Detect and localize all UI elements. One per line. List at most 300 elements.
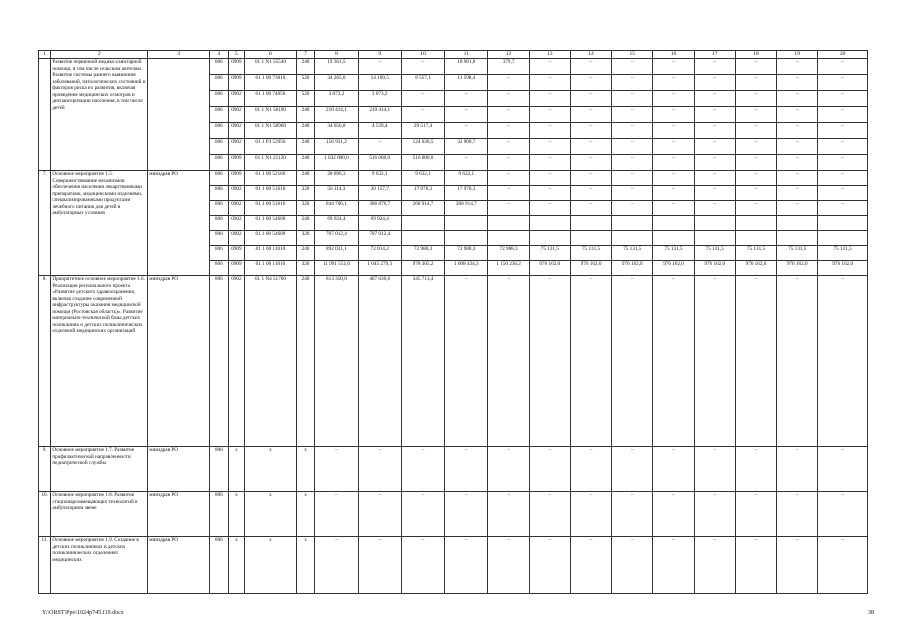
table-cell: – xyxy=(818,139,868,155)
table-cell xyxy=(818,216,868,231)
table-cell: – xyxy=(694,75,735,91)
table-cell: 707 012,4 xyxy=(315,231,358,246)
table-cell: х xyxy=(296,492,315,537)
table-cell: 01 1 00 74050 xyxy=(245,91,297,107)
table-cell: – xyxy=(653,91,694,107)
table-cell: – xyxy=(612,492,653,537)
table-cell: 0902 xyxy=(228,123,244,139)
table-cell: 976 162,0 xyxy=(777,261,818,276)
table-cell: – xyxy=(818,59,868,75)
table-cell: 210 414,1 xyxy=(315,107,358,123)
table-cell: – xyxy=(488,201,529,216)
table-cell: – xyxy=(818,123,868,139)
table-cell: – xyxy=(529,107,570,123)
measure-name: Основное мероприятие 1.8. Развитие стационарозамещающих технологий в амбулаторном звене xyxy=(51,492,148,537)
table-cell: 806 xyxy=(210,537,229,594)
table-cell: – xyxy=(570,276,611,447)
measure-name: Основное мероприятие 1.7. Развитие профилактической направленности педиатрической службы xyxy=(51,447,148,492)
table-row xyxy=(39,537,868,594)
table-cell: 01 1 00 11010 xyxy=(245,261,297,276)
table-cell: – xyxy=(570,123,611,139)
table-cell: – xyxy=(612,59,653,75)
table-cell: 72 014,2 xyxy=(358,246,401,261)
column-number: 14 xyxy=(570,51,611,59)
table-cell: 1 150 236,2 xyxy=(488,261,529,276)
table-cell: – xyxy=(694,139,735,155)
table-cell: – xyxy=(694,91,735,107)
table-cell: – xyxy=(612,447,653,492)
table-cell: 9 632,1 xyxy=(445,171,488,186)
column-number: 6 xyxy=(245,51,297,59)
table-cell: – xyxy=(570,171,611,186)
table-cell: 240 xyxy=(296,216,315,231)
table-cell: – xyxy=(818,186,868,201)
column-number: 3 xyxy=(148,51,210,59)
table-cell: – xyxy=(358,59,401,75)
table-cell: – xyxy=(612,91,653,107)
table-cell: – xyxy=(777,276,818,447)
table-cell: – xyxy=(612,171,653,186)
table-cell: 3 073,2 xyxy=(358,91,401,107)
table-cell: 0909 xyxy=(228,171,244,186)
table-cell: – xyxy=(401,107,444,123)
table-cell: х xyxy=(296,537,315,594)
table-cell: 75 131,5 xyxy=(570,246,611,261)
table-cell xyxy=(445,231,488,246)
table-cell: – xyxy=(529,447,570,492)
table-cell: 11 991 551,0 xyxy=(315,261,358,276)
table-cell: 320 xyxy=(296,186,315,201)
table-cell: – xyxy=(488,276,529,447)
table-cell: – xyxy=(315,537,358,594)
table-cell: – xyxy=(777,123,818,139)
table-cell: 806 xyxy=(210,186,229,201)
table-cell: 806 xyxy=(210,447,229,492)
table-cell: 978 305,2 xyxy=(401,261,444,276)
table-cell: – xyxy=(488,139,529,155)
column-number-row xyxy=(39,51,868,59)
table-cell: – xyxy=(777,107,818,123)
table-cell: – xyxy=(777,139,818,155)
column-number: 13 xyxy=(529,51,570,59)
table-cell: 268 914,7 xyxy=(445,201,488,216)
table-cell: 240 xyxy=(296,246,315,261)
table-cell: 240 xyxy=(296,139,315,155)
table-cell: 1 032 000,0 xyxy=(315,155,358,171)
table-cell: 520 xyxy=(296,91,315,107)
table-cell: – xyxy=(612,201,653,216)
column-number: 4 xyxy=(210,51,229,59)
table-cell: – xyxy=(735,139,776,155)
table-cell: – xyxy=(777,171,818,186)
table-cell: 320 xyxy=(296,201,315,216)
table-cell: – xyxy=(358,537,401,594)
table-cell: 17 978,3 xyxy=(445,186,488,201)
column-number: 19 xyxy=(777,51,818,59)
table-cell: – xyxy=(612,139,653,155)
table-cell: – xyxy=(570,492,611,537)
budget-table xyxy=(38,50,868,594)
table-cell: 34 056,8 xyxy=(315,123,358,139)
column-number: 8 xyxy=(315,51,358,59)
table-cell: – xyxy=(694,447,735,492)
column-number: 2 xyxy=(51,51,148,59)
table-cell: 516 000,0 xyxy=(358,155,401,171)
table-cell: 01 1 N1 55540 xyxy=(245,59,297,75)
table-cell: х xyxy=(245,537,297,594)
table-cell: – xyxy=(529,59,570,75)
item-number: 7. xyxy=(39,171,51,276)
budget-table-sheet xyxy=(38,50,868,594)
table-cell: – xyxy=(529,123,570,139)
table-cell xyxy=(735,216,776,231)
table-cell: – xyxy=(818,537,868,594)
table-cell: 29 517,4 xyxy=(401,123,444,139)
table-cell xyxy=(529,231,570,246)
table-cell: 75 131,5 xyxy=(612,246,653,261)
table-cell xyxy=(694,231,735,246)
table-cell: – xyxy=(653,447,694,492)
table-cell: – xyxy=(818,155,868,171)
item-number: 8. xyxy=(39,276,51,447)
table-cell: – xyxy=(777,75,818,91)
table-cell: – xyxy=(777,91,818,107)
table-cell xyxy=(445,216,488,231)
table-cell: 520 xyxy=(296,75,315,91)
table-cell: 17 978,3 xyxy=(401,186,444,201)
table-cell: – xyxy=(445,91,488,107)
table-cell: – xyxy=(570,59,611,75)
table-cell: 516 000,0 xyxy=(401,155,444,171)
table-cell: 69 924,4 xyxy=(358,216,401,231)
table-cell: – xyxy=(777,155,818,171)
table-cell: – xyxy=(735,447,776,492)
table-cell: 0902 xyxy=(228,231,244,246)
table-cell: – xyxy=(818,492,868,537)
table-row xyxy=(39,492,868,537)
table-cell: – xyxy=(529,186,570,201)
table-cell: – xyxy=(570,201,611,216)
table-cell: – xyxy=(529,201,570,216)
table-cell: 345 713,4 xyxy=(401,276,444,447)
table-cell xyxy=(694,216,735,231)
table-cell: 124 030,5 xyxy=(401,139,444,155)
table-cell: – xyxy=(445,155,488,171)
column-number: 5 xyxy=(228,51,244,59)
table-cell: 0902 xyxy=(228,139,244,155)
table-cell: – xyxy=(570,155,611,171)
table-cell: 01 1 00 51610 xyxy=(245,186,297,201)
table-cell: 75 131,5 xyxy=(777,246,818,261)
table-cell: 806 xyxy=(210,155,229,171)
table-cell: 75 131,5 xyxy=(694,246,735,261)
table-cell: 240 xyxy=(296,276,315,447)
table-cell: – xyxy=(735,537,776,594)
table-cell: 240 xyxy=(296,155,315,171)
table-cell xyxy=(401,231,444,246)
table-cell: 240 xyxy=(296,107,315,123)
table-cell: – xyxy=(653,155,694,171)
table-cell: – xyxy=(529,171,570,186)
table-cell: 75 131,5 xyxy=(735,246,776,261)
table-cell: – xyxy=(818,447,868,492)
table-cell: – xyxy=(529,91,570,107)
table-cell: – xyxy=(358,139,401,155)
table-cell: – xyxy=(653,201,694,216)
table-cell: 01 1 N1 58190 xyxy=(245,107,297,123)
table-cell: 976 162,0 xyxy=(735,261,776,276)
table-cell: – xyxy=(488,447,529,492)
table-cell: 01 1 N1 58960 xyxy=(245,123,297,139)
table-cell: 75 131,5 xyxy=(818,246,868,261)
table-cell: – xyxy=(735,201,776,216)
table-cell xyxy=(488,216,529,231)
table-cell xyxy=(735,231,776,246)
table-cell: – xyxy=(488,537,529,594)
table-cell: 467 636,6 xyxy=(358,276,401,447)
table-cell: 72 988,3 xyxy=(445,246,488,261)
item-number xyxy=(39,59,51,171)
table-cell: 1 008 434,3 xyxy=(445,261,488,276)
table-cell: – xyxy=(570,107,611,123)
table-cell: – xyxy=(529,139,570,155)
table-cell: 0902 xyxy=(228,91,244,107)
table-cell: – xyxy=(777,59,818,75)
table-cell: 72 988,3 xyxy=(401,246,444,261)
table-cell: х xyxy=(228,492,244,537)
table-row xyxy=(39,59,868,75)
table-cell: – xyxy=(488,75,529,91)
table-cell: 806 xyxy=(210,75,229,91)
table-cell: 0902 xyxy=(228,216,244,231)
table-cell: – xyxy=(488,155,529,171)
column-number: 10 xyxy=(401,51,444,59)
table-cell: – xyxy=(488,91,529,107)
table-cell: – xyxy=(735,123,776,139)
table-cell: 844 706,1 xyxy=(315,201,358,216)
table-cell xyxy=(818,231,868,246)
table-cell: 19 361,5 xyxy=(315,59,358,75)
table-cell: 34 265,0 xyxy=(315,75,358,91)
table-cell: 976 162,0 xyxy=(818,261,868,276)
column-number: 1 xyxy=(39,51,51,59)
table-cell: – xyxy=(445,276,488,447)
table-cell: 32 900,7 xyxy=(445,139,488,155)
table-cell: 156 931,2 xyxy=(315,139,358,155)
table-cell: 0902 xyxy=(228,276,244,447)
table-cell: – xyxy=(570,75,611,91)
table-cell: – xyxy=(777,186,818,201)
table-cell xyxy=(612,216,653,231)
table-cell: 01 1 00 54600 xyxy=(245,216,297,231)
table-cell: – xyxy=(315,447,358,492)
table-cell: – xyxy=(735,91,776,107)
table-cell: 806 xyxy=(210,139,229,155)
table-cell: – xyxy=(570,139,611,155)
table-cell: – xyxy=(653,186,694,201)
table-cell: – xyxy=(570,186,611,201)
table-cell: 320 xyxy=(296,261,315,276)
table-cell: 0902 xyxy=(228,107,244,123)
table-cell: 01 1 00 73010 xyxy=(245,75,297,91)
table-cell: – xyxy=(401,59,444,75)
table-cell: – xyxy=(777,447,818,492)
column-number: 17 xyxy=(694,51,735,59)
table-row xyxy=(39,447,868,492)
table-cell: 240 xyxy=(296,171,315,186)
table-cell xyxy=(570,231,611,246)
table-cell xyxy=(777,216,818,231)
table-cell: – xyxy=(653,139,694,155)
table-cell: 9 632,1 xyxy=(401,171,444,186)
table-cell: 75 131,5 xyxy=(529,246,570,261)
table-cell: – xyxy=(694,155,735,171)
table-cell: – xyxy=(529,155,570,171)
table-cell xyxy=(401,216,444,231)
table-cell: – xyxy=(694,123,735,139)
table-cell: – xyxy=(694,201,735,216)
table-cell: – xyxy=(818,171,868,186)
table-cell: – xyxy=(653,107,694,123)
table-cell: – xyxy=(612,155,653,171)
table-cell: 18 981,8 xyxy=(445,59,488,75)
table-cell: – xyxy=(612,107,653,123)
table-cell: 9 632,1 xyxy=(358,171,401,186)
executor: минздрав РО xyxy=(148,447,210,492)
table-cell: – xyxy=(401,492,444,537)
table-cell: – xyxy=(488,171,529,186)
table-cell: – xyxy=(818,201,868,216)
table-cell: 806 xyxy=(210,246,229,261)
table-cell: х xyxy=(245,492,297,537)
table-cell: – xyxy=(488,107,529,123)
page-number: 38 xyxy=(868,610,874,616)
table-cell: – xyxy=(612,537,653,594)
table-cell: – xyxy=(694,171,735,186)
table-cell: 306 876,7 xyxy=(358,201,401,216)
table-cell: – xyxy=(735,171,776,186)
table-cell: – xyxy=(818,276,868,447)
table-cell: – xyxy=(694,537,735,594)
table-cell: 806 xyxy=(210,201,229,216)
table-cell: 320 xyxy=(296,231,315,246)
table-cell: 14 109,5 xyxy=(358,75,401,91)
table-cell: 01 1 00 52160 xyxy=(245,171,297,186)
table-cell: – xyxy=(818,91,868,107)
table-cell: 806 xyxy=(210,91,229,107)
table-cell xyxy=(653,216,694,231)
table-cell: 01 1 P3 52950 xyxy=(245,139,297,155)
table-cell: 56 114,3 xyxy=(315,186,358,201)
table-cell: – xyxy=(735,155,776,171)
table-cell: 0909 xyxy=(228,246,244,261)
table-cell: – xyxy=(777,201,818,216)
table-cell: 806 xyxy=(210,261,229,276)
column-number: 16 xyxy=(653,51,694,59)
table-cell xyxy=(612,231,653,246)
table-cell: – xyxy=(653,123,694,139)
table-cell: – xyxy=(612,186,653,201)
table-cell: – xyxy=(818,107,868,123)
table-cell: 806 xyxy=(210,171,229,186)
table-cell: 976 162,0 xyxy=(653,261,694,276)
table-cell: – xyxy=(445,537,488,594)
table-cell: – xyxy=(612,276,653,447)
table-cell: 8 557,1 xyxy=(401,75,444,91)
table-cell: – xyxy=(612,123,653,139)
table-cell: х xyxy=(296,447,315,492)
table-cell: 0902 xyxy=(228,186,244,201)
table-cell: – xyxy=(694,59,735,75)
table-cell xyxy=(653,231,694,246)
table-cell: 976 162,0 xyxy=(529,261,570,276)
table-row xyxy=(39,276,868,447)
table-cell: 20 157,7 xyxy=(358,186,401,201)
table-cell: – xyxy=(445,492,488,537)
column-number: 15 xyxy=(612,51,653,59)
table-cell: – xyxy=(445,123,488,139)
table-cell: 806 xyxy=(210,107,229,123)
table-cell: 210 414,1 xyxy=(358,107,401,123)
table-cell: – xyxy=(445,107,488,123)
table-cell: 01 1 00 51610 xyxy=(245,201,297,216)
table-cell: 240 xyxy=(296,59,315,75)
column-number: 11 xyxy=(445,51,488,59)
table-cell: 01 1 N1 21120 xyxy=(245,155,297,171)
table-cell: 240 xyxy=(296,123,315,139)
table-cell: х xyxy=(245,447,297,492)
table-row xyxy=(39,171,868,186)
table-cell: – xyxy=(735,492,776,537)
table-cell: – xyxy=(570,447,611,492)
table-cell: – xyxy=(735,75,776,91)
table-cell: – xyxy=(653,276,694,447)
table-cell: – xyxy=(401,537,444,594)
table-cell: – xyxy=(818,75,868,91)
executor: минздрав РО xyxy=(148,276,210,447)
table-cell xyxy=(488,231,529,246)
table-cell: 892 031,1 xyxy=(315,246,358,261)
column-number: 12 xyxy=(488,51,529,59)
item-number: 9. xyxy=(39,447,51,492)
table-cell: 806 xyxy=(210,216,229,231)
footer-file-path: Y:\ORST\Ppo\1024p745.f19.docx xyxy=(42,610,124,616)
measure-name: Развитие первичной медико-санитарной помощи, в том числе сельским жителям. Развитие системы раннего выявления заболеваний, патологических состояний и факторов риска их развития, включая проведение медицинских осмотров и диспансеризации населения, в том числе детей xyxy=(51,59,148,171)
table-cell: – xyxy=(488,123,529,139)
table-cell: – xyxy=(529,537,570,594)
executor: минздрав РО xyxy=(148,537,210,594)
table-cell: – xyxy=(358,447,401,492)
table-cell: – xyxy=(612,75,653,91)
measure-name: Приоритетное основное мероприятие 1.6. Реализация регионального проекта «Развитие детского здравоохранения, включая создание современной инфраструктуры оказания медицинской помощи (Ростовская область)». Развитие материально-технической базы детских поликлиник и детских поликлинических отделений медицинских организаций xyxy=(51,276,148,447)
table-cell: 75 131,5 xyxy=(653,246,694,261)
table-cell xyxy=(777,231,818,246)
table-cell: – xyxy=(529,492,570,537)
executor xyxy=(148,59,210,171)
table-cell: – xyxy=(694,276,735,447)
table-cell: х xyxy=(228,447,244,492)
table-cell: – xyxy=(735,276,776,447)
table-cell: – xyxy=(529,75,570,91)
table-cell: 01 1 00 54600 xyxy=(245,231,297,246)
item-number: 10. xyxy=(39,492,51,537)
table-cell: – xyxy=(694,492,735,537)
measure-name: Основное мероприятие 1.5. Совершенствование механизмов обеспечения населения лекарственными препаратами, медицинскими изделиями, специализированными продуктами лечебного питания для детей в амбулаторных условиях xyxy=(51,171,148,276)
table-cell: 976 162,0 xyxy=(694,261,735,276)
table-cell: 813 350,0 xyxy=(315,276,358,447)
table-cell: 379,7 xyxy=(488,59,529,75)
table-cell: 01 1 N4 51700 xyxy=(245,276,297,447)
